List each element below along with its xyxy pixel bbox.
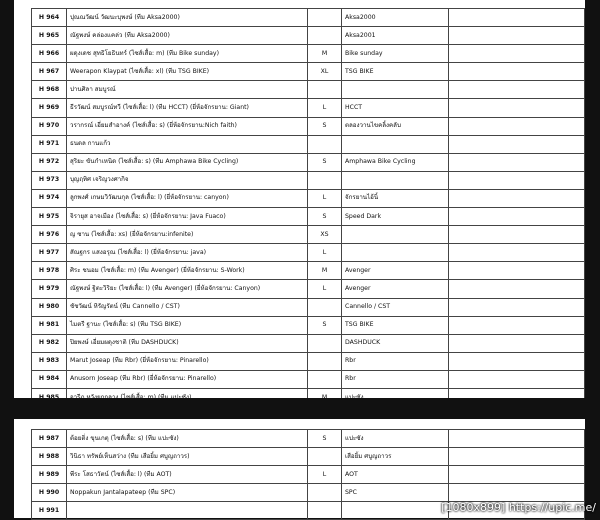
rider-details-cell: ธีรวัฒน์ สมบูรณ์ทวี (ไซส์เสื้อ: l) (ทีม HCCT) (ยี่ห้อจักรยาน: Giant) [67, 99, 308, 117]
rider-number-cell: H 968 [32, 81, 67, 99]
shirt-size-cell: L [308, 280, 342, 298]
shirt-size-cell [308, 370, 342, 388]
roster-table [31, 8, 585, 425]
rider-details-cell: พีระ โสธาวัตน์ (ไซส์เสื้อ: l) (ทีม AOT) [67, 466, 308, 484]
rider-details-cell: วินิธา ทรัพย์เห็นสว่าง (ทีม เสือยิ้ม ศบูญถาวร) [67, 448, 308, 466]
shirt-size-cell: S [308, 430, 342, 448]
shirt-size-cell: XS [308, 226, 342, 244]
table-row [32, 334, 585, 352]
team-cell: DASHDUCK [342, 334, 449, 352]
team-cell: TSG BIKE [342, 63, 449, 81]
team-cell: Cannello / CST [342, 298, 449, 316]
shirt-size-cell: S [308, 208, 342, 226]
team-cell: แปะซัง [342, 430, 449, 448]
rider-details-cell: ปุณณวัฒน์ วัฒนะบุพงษ์ (ทีม Aksa2000) [67, 9, 308, 27]
team-cell: Rbr [342, 352, 449, 370]
blank-cell [449, 208, 585, 226]
team-cell: SPC [342, 484, 449, 502]
rider-number-cell: H 965 [32, 27, 67, 45]
blank-cell [449, 45, 585, 63]
blank-cell [449, 63, 585, 81]
rider-number-cell: H 983 [32, 352, 67, 370]
table-row [32, 171, 585, 189]
blank-cell [449, 189, 585, 207]
team-cell: Rbr [342, 370, 449, 388]
rider-number-cell: H 970 [32, 117, 67, 135]
blank-cell [449, 466, 585, 484]
rider-details-cell: ปานศิลา สมบูรณ์ [67, 81, 308, 99]
rider-details-cell: ณัฐพงษ์ คล่องแคล่ว (ทีม Aksa2000) [67, 27, 308, 45]
table-row [32, 316, 585, 334]
rider-details-cell: Weerapon Klaypat (ไซส์เสื้อ: xl) (ทีม TSG BIKE) [67, 63, 308, 81]
shirt-size-cell [308, 352, 342, 370]
rider-details-cell: ลูกพงศ์ เกษมวิวัฒนกุล (ไซส์เสื้อ: l) (ยี่ห้อจักรยาน: canyon) [67, 189, 308, 207]
blank-cell [449, 171, 585, 189]
table-row [32, 153, 585, 171]
table-row [32, 9, 585, 27]
shirt-size-cell: M [308, 262, 342, 280]
shirt-size-cell: S [308, 117, 342, 135]
rider-number-cell: H 971 [32, 135, 67, 153]
team-cell: AOT [342, 466, 449, 484]
page-gap [0, 398, 600, 419]
shirt-size-cell [308, 27, 342, 45]
shirt-size-cell [308, 171, 342, 189]
rider-details-cell [67, 502, 308, 520]
image-host-watermark: [1080x899] https://upic.me/ [441, 501, 596, 514]
document-page-1 [14, 0, 585, 398]
rider-number-cell: H 989 [32, 466, 67, 484]
shirt-size-cell: L [308, 466, 342, 484]
team-cell: Avenger [342, 280, 449, 298]
rider-details-cell: ณัฐพงษ์ ฐิตะวิริยะ (ไซส์เสื้อ: l) (ทีม Avenger) (ยี่ห้อจักรยาน: Canyon) [67, 280, 308, 298]
team-cell [342, 244, 449, 262]
team-cell [342, 226, 449, 244]
rider-number-cell: H 964 [32, 9, 67, 27]
team-cell: เสือยิ้ม ศบูญถาวร [342, 448, 449, 466]
blank-cell [449, 153, 585, 171]
rider-number-cell: H 991 [32, 502, 67, 520]
blank-cell [449, 280, 585, 298]
team-cell: TSG BIKE [342, 316, 449, 334]
blank-cell [449, 262, 585, 280]
team-cell [342, 81, 449, 99]
team-cell: จักรยานไอ้นิ้ [342, 189, 449, 207]
rider-number-cell: H 979 [32, 280, 67, 298]
table-row [32, 45, 585, 63]
blank-cell [449, 135, 585, 153]
shirt-size-cell [308, 298, 342, 316]
rider-details-cell: สัณฐกร แสงอรุณ (ไซส์เสื้อ: l) (ยี่ห้อจักรยาน: java) [67, 244, 308, 262]
team-cell: ตลองวานไขคลิ้งคลับ [342, 117, 449, 135]
shirt-size-cell: S [308, 153, 342, 171]
blank-cell [449, 298, 585, 316]
rider-details-cell: จิรายุส อาจเมือง (ไซส์เสื้อ: s) (ยี่ห้อจักรยาน: Java Fuaco) [67, 208, 308, 226]
rider-details-cell: ไมตรี ฐานะ (ไซส์เสื้อ: s) (ทีม TSG BIKE) [67, 316, 308, 334]
rider-number-cell: H 973 [32, 171, 67, 189]
team-cell: Bike sunday [342, 45, 449, 63]
blank-cell [449, 484, 585, 502]
team-cell: HCCT [342, 99, 449, 117]
table-row [32, 244, 585, 262]
rider-details-cell: ศิระ ชนอม (ไซส์เสื้อ: m) (ทีม Avenger) (ยี่ห้อจักรยาน: S-Work) [67, 262, 308, 280]
table-row [32, 352, 585, 370]
blank-cell [449, 117, 585, 135]
shirt-size-cell [308, 502, 342, 520]
blank-cell [449, 316, 585, 334]
team-cell: Avenger [342, 262, 449, 280]
rider-details-cell: บุญฤทิศ เจริญวงศากิจ [67, 171, 308, 189]
shirt-size-cell: L [308, 244, 342, 262]
rider-details-cell: ญ ซาน (ไซส์เสื้อ: xs) (ยี่ห้อจักรยาน:infenite) [67, 226, 308, 244]
table-row [32, 117, 585, 135]
rider-details-cell: ต้อยติ่ง ขุนเกตุ (ไซส์เสื้อ: s) (ทีม แปะซัง) [67, 430, 308, 448]
shirt-size-cell [308, 448, 342, 466]
table-row [32, 280, 585, 298]
rider-number-cell: H 966 [32, 45, 67, 63]
blank-cell [449, 81, 585, 99]
blank-cell [449, 226, 585, 244]
rider-details-cell: Noppakun Jantalapateep (ทีม SPC) [67, 484, 308, 502]
team-cell [342, 502, 449, 520]
rider-number-cell: H 981 [32, 316, 67, 334]
blank-cell [449, 352, 585, 370]
rider-details-cell: ธนดล กานแก้ว [67, 135, 308, 153]
table-row [32, 208, 585, 226]
table-row [32, 298, 585, 316]
rider-number-cell: H 977 [32, 244, 67, 262]
table-row [32, 135, 585, 153]
table-row [32, 81, 585, 99]
shirt-size-cell [308, 9, 342, 27]
table-row [32, 430, 585, 448]
team-cell [342, 171, 449, 189]
shirt-size-cell [308, 135, 342, 153]
shirt-size-cell [308, 334, 342, 352]
shirt-size-cell: XL [308, 63, 342, 81]
table-row [32, 484, 585, 502]
table-row [32, 63, 585, 81]
table-row [32, 466, 585, 484]
rider-details-cell: ชัชวัฒน์ หิรัญรัตน์ (ทีม Cannello / CST) [67, 298, 308, 316]
shirt-size-cell: L [308, 99, 342, 117]
rider-number-cell: H 976 [32, 226, 67, 244]
table-row [32, 370, 585, 388]
table-row [32, 226, 585, 244]
shirt-size-cell: S [308, 316, 342, 334]
table-row [32, 27, 585, 45]
team-cell: Aksa2001 [342, 27, 449, 45]
rider-number-cell: H 980 [32, 298, 67, 316]
rider-details-cell: ผดุงเดช สุทธิโยธินทร์ (ไซส์เสื้อ: m) (ทีม Bike sunday) [67, 45, 308, 63]
rider-number-cell: H 978 [32, 262, 67, 280]
rider-number-cell: H 982 [32, 334, 67, 352]
team-cell [342, 135, 449, 153]
rider-number-cell: H 984 [32, 370, 67, 388]
blank-cell [449, 27, 585, 45]
shirt-size-cell: L [308, 189, 342, 207]
rider-details-cell: Marut Joseap (ทีม Rbr) (ยี่ห้อจักรยาน: Pinarello) [67, 352, 308, 370]
rider-number-cell: H 969 [32, 99, 67, 117]
blank-cell [449, 334, 585, 352]
shirt-size-cell [308, 484, 342, 502]
blank-cell [449, 430, 585, 448]
shirt-size-cell [308, 81, 342, 99]
team-cell: Speed Dark [342, 208, 449, 226]
blank-cell [449, 244, 585, 262]
blank-cell [449, 99, 585, 117]
table-row [32, 99, 585, 117]
rider-details-cell: วรากรณ์ เอี่ยมสำอางค์ (ไซส์เสื้อ: s) (ยี่ห้อจักรยาน:Nich faith) [67, 117, 308, 135]
table-row [32, 262, 585, 280]
rider-number-cell: H 990 [32, 484, 67, 502]
rider-details-cell: ปิยพงษ์ เอี่ยมผดุงชาติ (ทีม DASHDUCK) [67, 334, 308, 352]
team-cell: Aksa2000 [342, 9, 449, 27]
table-row [32, 448, 585, 466]
rider-details-cell: Anusorn Joseap (ทีม Rbr) (ยี่ห้อจักรยาน: Pinarello) [67, 370, 308, 388]
team-cell: Amphawa Bike Cycling [342, 153, 449, 171]
table-row [32, 189, 585, 207]
blank-cell [449, 370, 585, 388]
rider-number-cell: H 987 [32, 430, 67, 448]
blank-cell [449, 9, 585, 27]
rider-number-cell: H 988 [32, 448, 67, 466]
rider-number-cell: H 967 [32, 63, 67, 81]
rider-number-cell: H 974 [32, 189, 67, 207]
rider-number-cell: H 975 [32, 208, 67, 226]
shirt-size-cell: M [308, 45, 342, 63]
rider-number-cell: H 972 [32, 153, 67, 171]
rider-details-cell: สุริยะ ขันกำเหนิด (ไซส์เสื้อ: s) (ทีม Amphawa Bike Cycling) [67, 153, 308, 171]
blank-cell [449, 448, 585, 466]
